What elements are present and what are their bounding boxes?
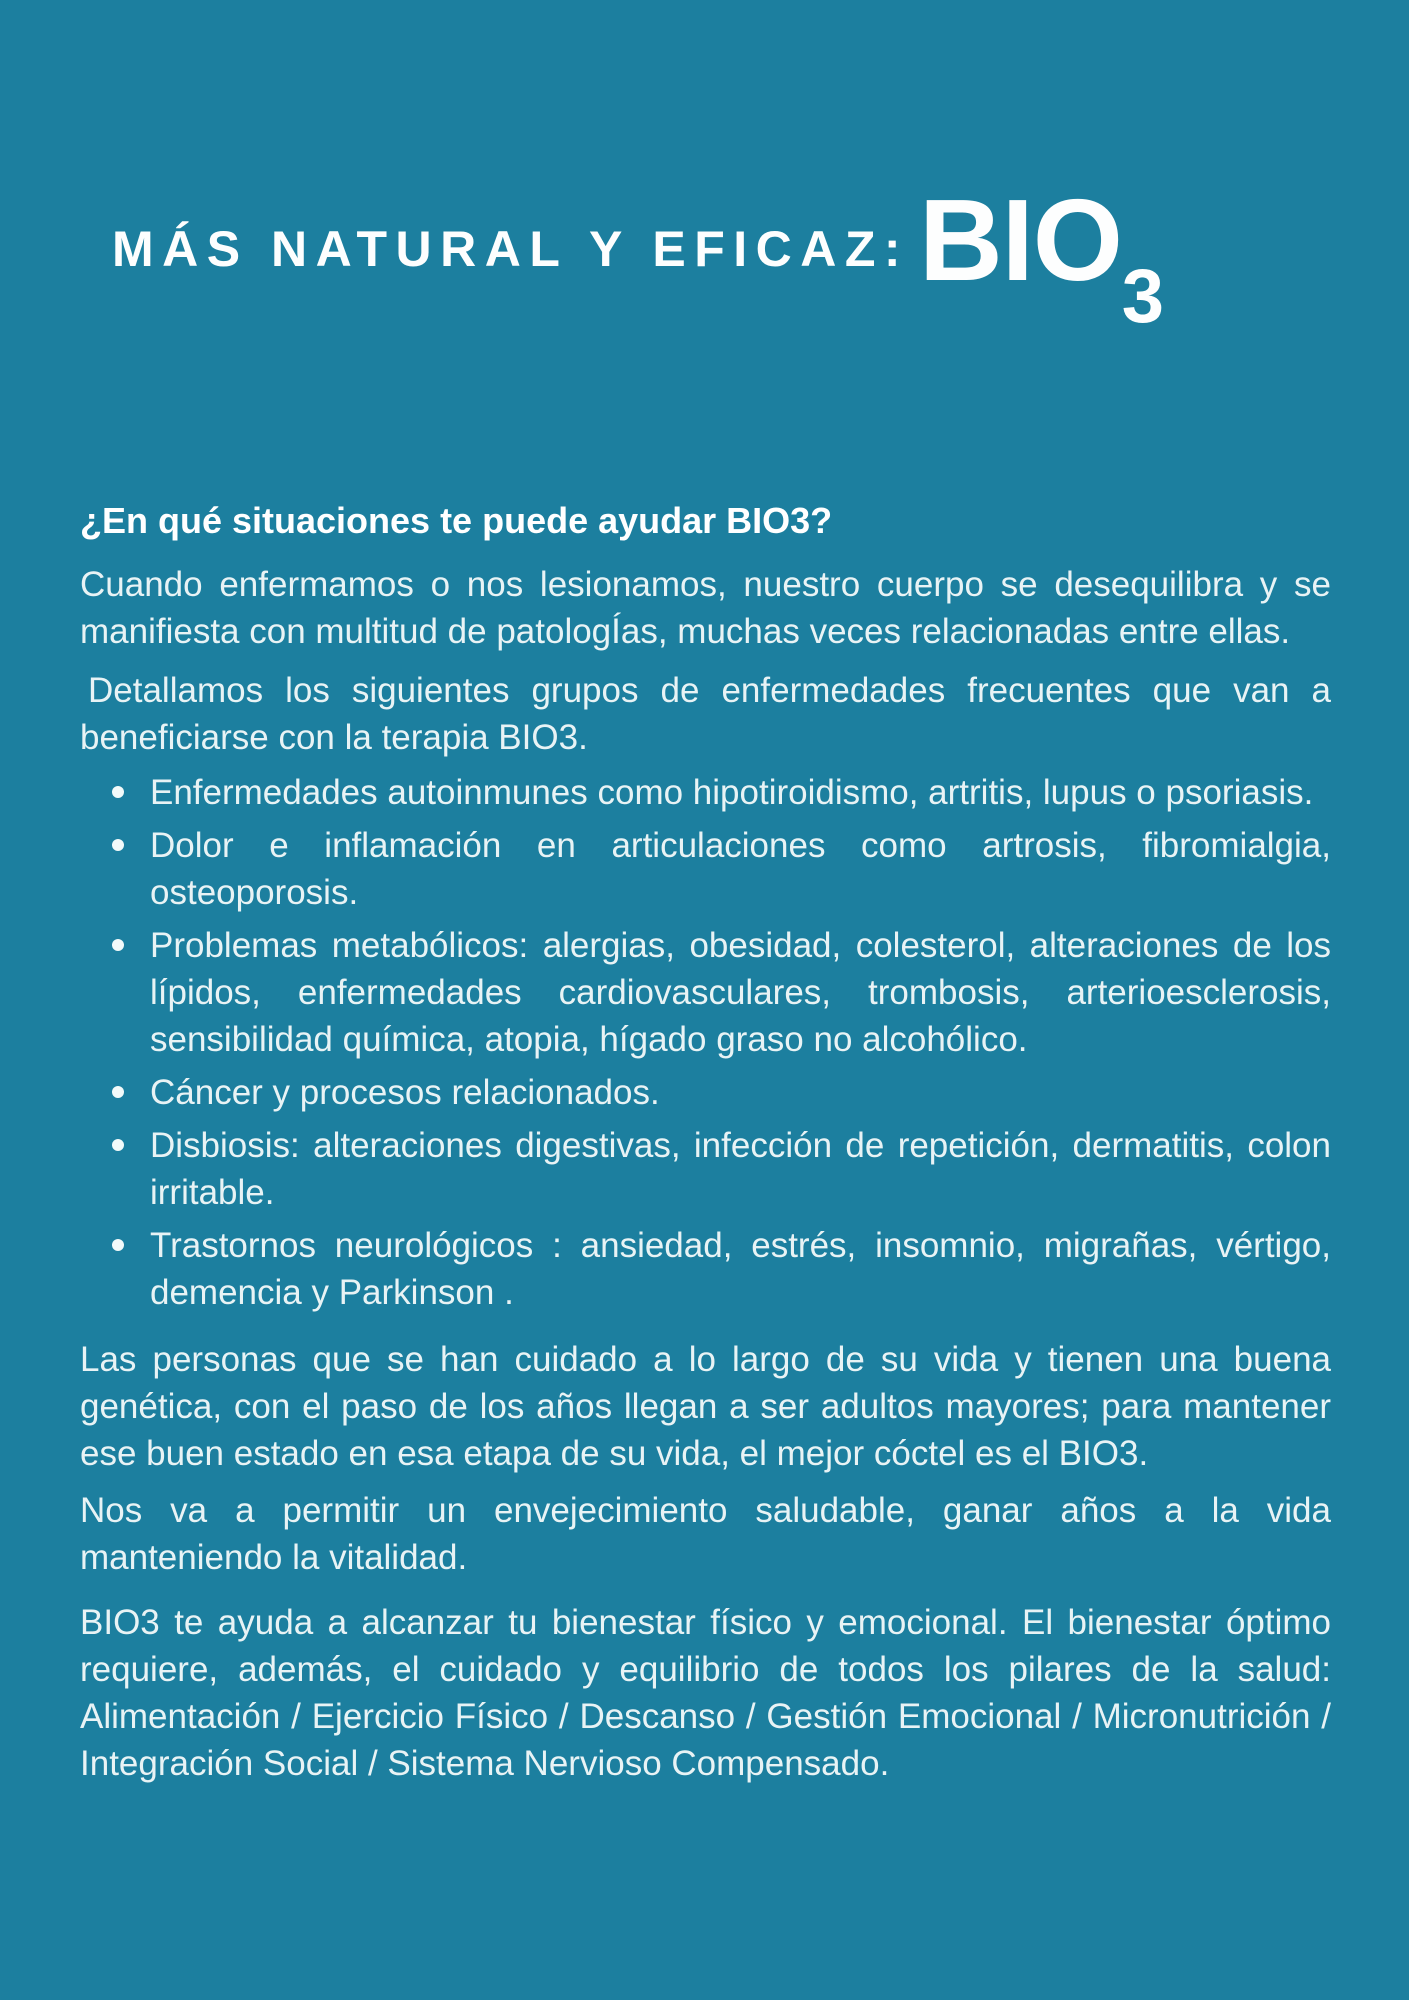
question-heading: ¿En qué situaciones te puede ayudar BIO3? [80, 500, 833, 541]
list-item-pain-inflammation: Dolor e inflamación en articulaciones como artrosis, fibromialgia, osteoporosis. [80, 822, 1331, 916]
page-title: MÁS NATURAL Y EFICAZ: [112, 221, 910, 277]
closing-paragraph-1: Las personas que se han cuidado a lo largo de su vida y tienen una buena genética, con el paso de los años llegan a ser adultos mayores; para mantener ese buen estado en esa etapa de su vida, el mejor cóctel es el BIO3. [80, 1340, 1331, 1473]
brand-name: BIO [919, 175, 1122, 305]
header [0, 0, 1409, 339]
intro-paragraph-1: Cuando enfermamos o nos lesionamos, nuestro cuerpo se desequilibra y se manifiesta con multitud de patologÍas, muchas veces relacionadas entre ellas. [80, 565, 1331, 651]
brand-subscript: 3 [1121, 254, 1163, 339]
brand-logo [919, 175, 1163, 339]
content [0, 499, 1409, 1787]
closing-paragraph-2: Nos va a permitir un envejecimiento saludable, ganar años a la vida manteniendo la vitalidad. [80, 1491, 1331, 1577]
intro-paragraph-2: Detallamos los siguientes grupos de enfermedades frecuentes que van a beneficiarse con la terapia BIO3. [80, 671, 1331, 757]
list-item-neurological: Trastornos neurológicos : ansiedad, estrés, insomnio, migrañas, vértigo, demencia y Parkinson . [80, 1222, 1331, 1316]
disease-list [80, 769, 1331, 1316]
list-item-metabolic: Problemas metabólicos: alergias, obesidad, colesterol, alteraciones de los lípidos, enfermedades cardiovasculares, trombosis, arterioesclerosis, sensibilidad química, atopia, hígado graso no alcohólico. [80, 922, 1331, 1063]
list-item-cancer: Cáncer y procesos relacionados. [80, 1069, 1331, 1116]
list-item-dysbiosis: Disbiosis: alteraciones digestivas, infección de repetición, dermatitis, colon irritable. [80, 1122, 1331, 1216]
list-item-autoimmune: Enfermedades autoinmunes como hipotiroidismo, artritis, lupus o psoriasis. [80, 769, 1331, 816]
closing-paragraph-3: BIO3 te ayuda a alcanzar tu bienestar físico y emocional. El bienestar óptimo requiere, además, el cuidado y equilibrio de todos los pilares de la salud: Alimentación / Ejercicio Físico / Descanso / Gestión Emocional / Micronutrición / Integración Social / Sistema Nervioso Compensado. [80, 1603, 1331, 1783]
